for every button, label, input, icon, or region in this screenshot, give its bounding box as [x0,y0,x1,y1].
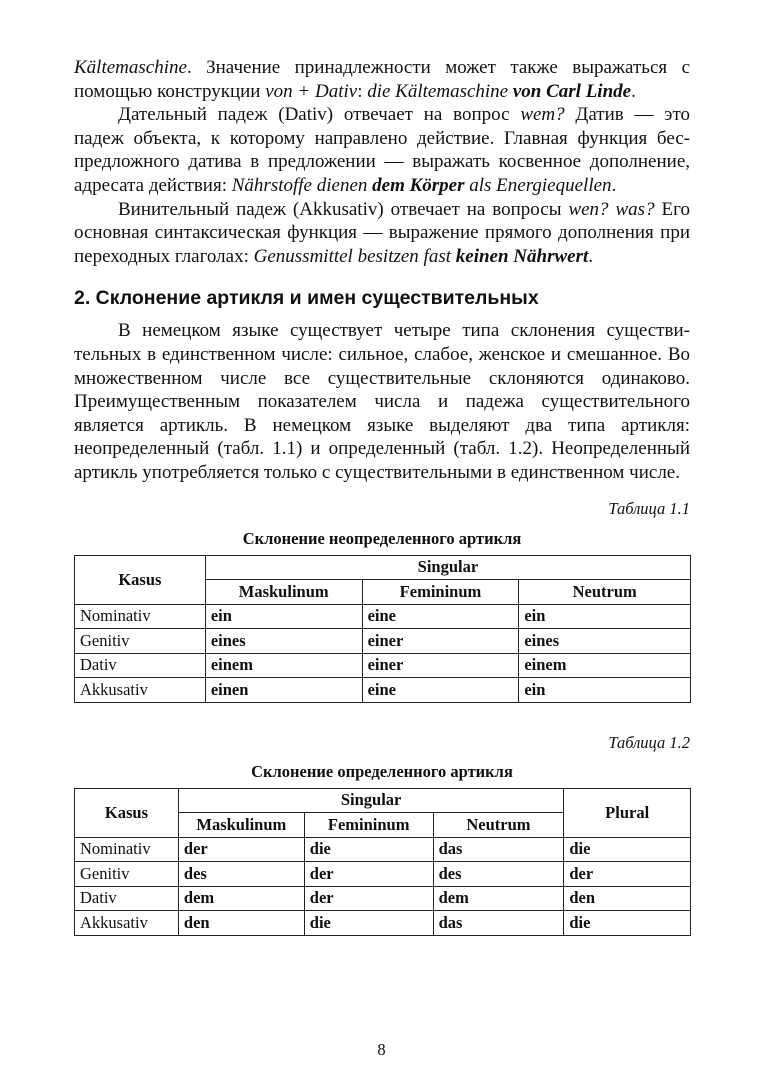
case-cell: Genitiv [75,862,179,887]
header-singular: Singular [205,555,690,580]
form-cell: der [178,837,304,862]
header-kasus: Kasus [75,788,179,837]
case-cell: Nominativ [75,837,179,862]
form-cell: die [564,911,691,936]
form-cell: eines [205,629,362,654]
paragraph-accusative: Винительный падеж (Akkusativ) отвечает на вопросы wen? was? Его основная синтаксическая функция — выражение прямого дополнения при переходных глаголах: Genussmittel besitzen fast keinen Nährwert. [74,198,690,267]
document-page [74,56,690,936]
table-header-row [75,788,691,813]
header-neutrum: Neutrum [433,813,564,838]
table1-ref: Таблица 1.1 [608,498,690,518]
header-plural: Plural [564,788,691,837]
form-cell: einer [362,653,519,678]
page-number: 8 [377,1040,386,1059]
form-cell: einen [205,678,362,703]
table-row [75,837,691,862]
form-cell: des [178,862,304,887]
table-row [75,886,691,911]
form-cell: die [564,837,691,862]
header-femininum: Femininum [304,813,433,838]
case-cell: Nominativ [75,604,206,629]
table2-ref: Таблица 1.2 [608,732,690,752]
form-cell: ein [519,678,691,703]
table2-title: Склонение определенного артикля [251,761,513,781]
indefinite-article-table [74,555,691,703]
table-row [75,678,691,703]
form-cell: den [178,911,304,936]
header-femininum: Femininum [362,580,519,605]
header-maskulinum: Maskulinum [178,813,304,838]
header-neutrum: Neutrum [519,580,691,605]
paragraph-genitive: Kältemaschine. Значение принадлежности может также выражаться с помощью конструкции von + Dativ: die Kältemaschine von Carl Linde. [74,57,690,102]
form-cell: ein [519,604,691,629]
form-cell: der [564,862,691,887]
form-cell: das [433,911,564,936]
case-cell: Akkusativ [75,678,206,703]
form-cell: dem [178,886,304,911]
form-cell: des [433,862,564,887]
form-cell: die [304,911,433,936]
paragraph-declension: В немецком языке существует четыре типа склонения существительных в единственном числе: сильное, слабое, женское и смешанное. Во множественном числе все существительные склоняются одинаково. Преимущественным показателем числа и падежа существительного является артикль. В немецком языке выделяют два типа артикля: неопределенный (табл. 1.1) и определенный (табл. 1.2). Неопределенный артикль употребляется только с существительными в единственном числе. [74,320,690,483]
form-cell: dem [433,886,564,911]
form-cell: einer [362,629,519,654]
table1-title: Склонение неопределенного артикля [242,528,522,548]
header-singular: Singular [178,788,563,813]
table-row [75,629,691,654]
case-cell: Dativ [75,886,179,911]
table-row [75,653,691,678]
definite-article-table [74,788,691,936]
form-cell: das [433,837,564,862]
form-cell: die [304,837,433,862]
case-cell: Akkusativ [75,911,179,936]
table-row [75,604,691,629]
form-cell: einem [205,653,362,678]
header-maskulinum: Maskulinum [205,580,362,605]
case-cell: Genitiv [75,629,206,654]
form-cell: den [564,886,691,911]
table-header-row [75,555,691,580]
paragraph-dative: Дательный падеж (Dativ) отвечает на вопрос wem? Датив — это падеж объекта, к которому направлено действие. Главная функция беспредложного датива в предложении — выражать косвенное дополнение, адресата действия: Nährstoffe dienen dem Körper als Energiequellen. [74,104,690,196]
form-cell: der [304,862,433,887]
form-cell: eine [362,678,519,703]
form-cell: der [304,886,433,911]
table-row [75,862,691,887]
header-kasus: Kasus [75,555,206,604]
form-cell: einem [519,653,691,678]
form-cell: ein [205,604,362,629]
form-cell: eine [362,604,519,629]
form-cell: eines [519,629,691,654]
case-cell: Dativ [75,653,206,678]
section-heading: 2. Склонение артикля и имен существительных [74,287,539,310]
table-row [75,911,691,936]
